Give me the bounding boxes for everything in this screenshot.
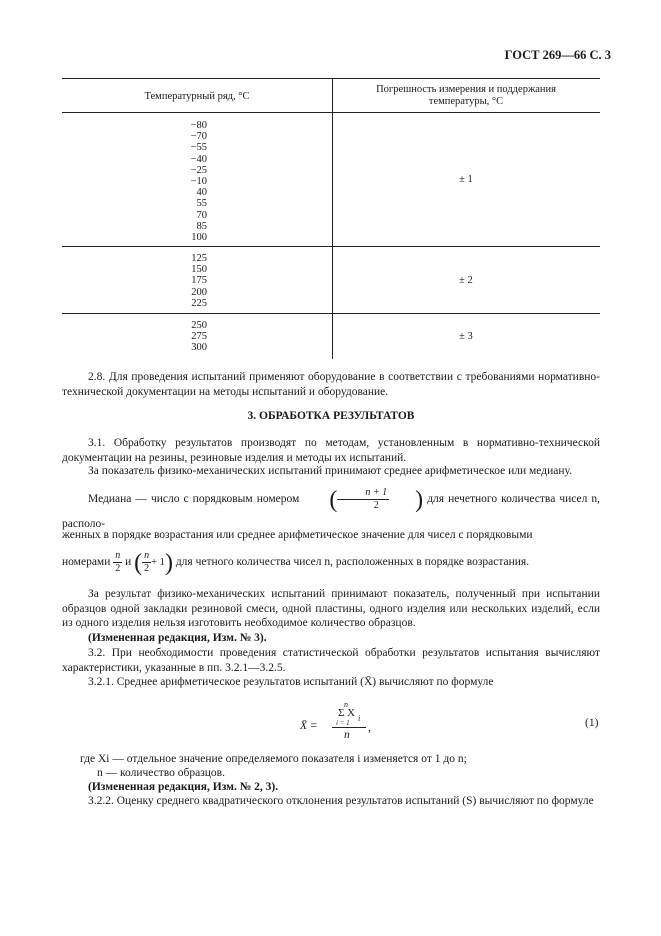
paragraph-3-1: 3.1. Обработку результатов производят по методам, установленным в нормативно-технической документации на резины, резиновые изделия и методы их испытаний.	[62, 437, 600, 464]
temp-value: 225	[191, 297, 207, 309]
paragraph-indicator: За показатель физико-механических испытаний принимают среднее арифметическое или медиану.	[88, 465, 572, 477]
fraction-n-over-2: $\frac{n}{2}$	[144, 550, 150, 574]
fraction-n-over-2: $\frac{n}{2}$	[115, 550, 121, 574]
tolerance-3: ± 3	[459, 331, 473, 342]
table-column-divider	[332, 78, 333, 359]
median-line-2: женных в порядке возрастания или среднее арифметическое значение для чисел с порядковыми	[62, 529, 533, 541]
paragraph-3-2-1: 3.2.1. Среднее арифметическое результатов испытаний (X̄) вычисляют по формуле	[88, 676, 494, 688]
temp-value: 150	[191, 264, 207, 276]
page-header: ГОСТ 269—66 С. 3	[504, 48, 611, 62]
fraction-n-plus-1-over-2: $\frac{n + 1}{2}$	[337, 487, 389, 512]
col2-header: Погрешность измерения и поддержания температуры, °С	[376, 84, 556, 107]
temp-value: −10	[190, 176, 207, 188]
tolerance-1: ± 1	[459, 174, 473, 185]
fraction-bar	[332, 727, 366, 728]
temp-value: 55	[196, 198, 207, 210]
median-line-3: номерами $\frac{n}{2}$ и ( $\frac{n}{2}$ + 1) для четного количества чисел n, расположенных в порядке возрастания.	[62, 549, 530, 576]
table-header-rule	[62, 112, 600, 113]
temp-value: 300	[191, 342, 207, 354]
temp-value: 100	[191, 232, 207, 244]
section-title: 3. ОБРАБОТКА РЕЗУЛЬТАТОВ	[247, 410, 415, 422]
table-row-rule	[62, 313, 600, 314]
temp-value: 40	[196, 187, 207, 199]
median-line-1: Медиана — число с порядковым номером ( $\frac{n + 1}{2}$ ) для нечетного количества чисел n, располо-	[62, 486, 601, 530]
temp-value: −25	[190, 164, 207, 176]
col1-header: Температурный ряд, °С	[144, 91, 250, 102]
temps-group-2	[187, 253, 207, 309]
temp-value: 250	[191, 320, 207, 331]
formula-number: (1)	[585, 717, 599, 729]
temps-group-3	[187, 320, 207, 354]
temp-value: −40	[190, 153, 207, 165]
amendment-note: (Измененная редакция, Изм. № 3).	[88, 632, 267, 644]
paragraph-result: За результат физико-механических испытаний принимают показатель, полученный при испытании образцов одной закладки резиновой смеси, одной пластины, одного изделия или нескольких изделий, если из одного изделия нельзя изготовить необходимое количество образцов.	[62, 588, 600, 629]
temp-value: −70	[190, 131, 207, 143]
where-clause-1: где Xi — отдельное значение определяемого показателя i изменяется от 1 до n;	[80, 753, 467, 765]
amendment-note: (Измененная редакция, Изм. № 2, 3).	[88, 781, 279, 793]
temp-value: 125	[191, 253, 207, 264]
paragraph-2-8: 2.8. Для проведения испытаний применяют оборудование в соответствии с требованиями нормативно-технической документации на методы испытаний и оборудование.	[62, 371, 600, 398]
temps-group-1	[187, 120, 207, 243]
temp-value: 70	[196, 209, 207, 221]
temp-value: −55	[190, 142, 207, 154]
paragraph-3-2-2: 3.2.2. Оценку среднего квадратического отклонения результатов испытаний (S) вычисляют по формуле	[88, 795, 594, 807]
temp-value: −80	[190, 120, 207, 131]
temp-value: 200	[191, 286, 207, 298]
temp-value: 175	[191, 275, 207, 287]
tolerance-2: ± 2	[459, 275, 473, 286]
where-clause-2: n — количество образцов.	[97, 767, 225, 779]
temperature-table	[62, 78, 600, 359]
temp-value: 275	[191, 331, 207, 343]
temp-value: 85	[196, 220, 207, 232]
table-top-rule	[62, 78, 600, 79]
table-row-rule	[62, 246, 600, 247]
paragraph-3-2: 3.2. При необходимости проведения статистической обработки результатов испытания вычисляют характеристики, указанные в пп. 3.2.1—3.2.5.	[62, 647, 600, 674]
formula-1: X̄ = n Σ X i i = 1 n ,	[300, 700, 371, 741]
